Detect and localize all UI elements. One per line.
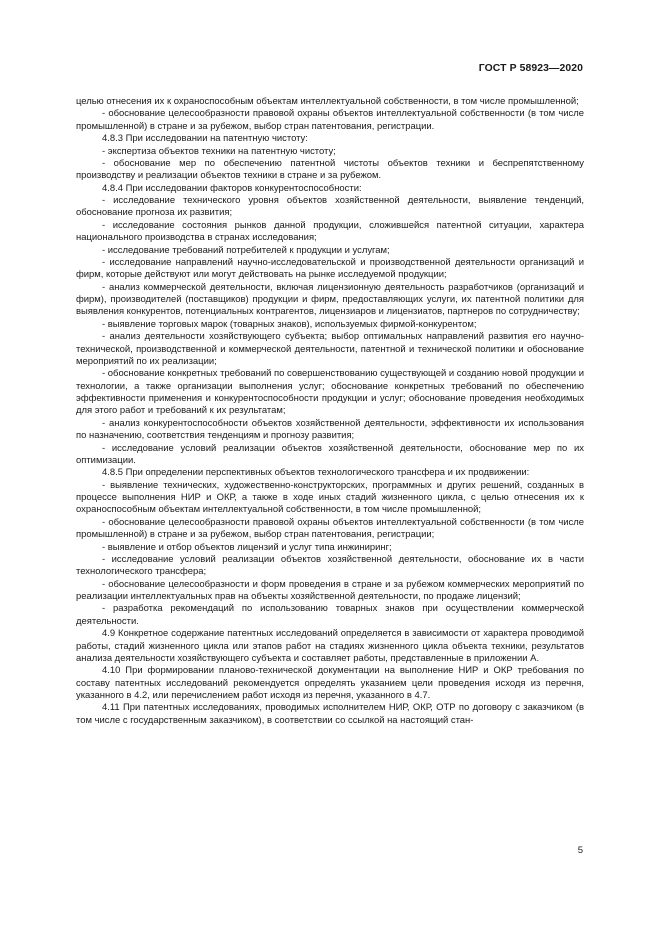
paragraph: целью отнесения их к охраноспособным объектам интеллектуальной собственности, в том числе промышленной; [76,96,579,107]
paragraph: - выявление технических, художественно-конструкторских, программных и других решений, созданных в процессе выполнения НИР и ОКР, а также в ходе иных стадий жизненного цикла, с целью отнесения их к охраноспособным объектам интеллектуальной собственности, в том числе промышленной; [76,479,584,516]
paragraph: - разработка рекомендаций по использованию товарных знаков при осуществлении коммерческой деятельности. [76,603,584,627]
paragraph: - исследование условий реализации объектов хозяйственной деятельности, обоснование мер по их оптимизации. [76,442,584,466]
body-text [76,96,584,727]
paragraph: 4.8.4 При исследовании факторов конкурентоспособности: [102,182,362,194]
page-number: 5 [577,845,583,856]
paragraph: - выявление и отбор объектов лицензий и услуг типа инжиниринг; [102,541,392,553]
paragraph: - анализ деятельности хозяйствующего субъекта; выбор оптимальных направлений развития его научно-технической, производственной и коммерческой деятельности, патентной и технической политики и обоснование мероприятий по их реализации; [76,331,584,367]
paragraph: - обоснование целесообразности правовой охраны объектов интеллектуальной собственности (в том числе промышленной) в стране и за рубежом, выбор стран патентования, регистрации; [76,516,584,541]
paragraph: 4.11 При патентных исследованиях, проводимых исполнителем НИР, ОКР, ОТР по договору с заказчиком (в том числе с государственным заказчиком), в соответствии со ссылкой на настоящий стан- [76,702,584,726]
paragraph: - обоснование целесообразности и форм проведения в стране и за рубежом коммерческих мероприятий по реализации интеллектуальных прав на объекты хозяйственной деятельности, по продаже лицензий; [76,578,584,602]
standard-designation: ГОСТ Р 58923—2020 [478,63,583,74]
paragraph: - исследование условий реализации объектов хозяйственной деятельности, обоснование их в части технологического трансфера; [76,553,584,578]
paragraph: - исследование требований потребителей к продукции и услугам; [102,244,390,256]
paragraph: - анализ конкурентоспособности объектов хозяйственной деятельности, эффективности их использования по назначению, соответствия тенденциям и прогнозу развития; [76,417,584,442]
paragraph: - выявление торговых марок (товарных знаков), используемых фирмой-конкурентом; [102,318,477,330]
paragraph: - исследование технического уровня объектов хозяйственной деятельности, выявление тенденций, обоснование прогноза их развития; [76,195,584,219]
paragraph: - обоснование целесообразности правовой охраны объектов интеллектуальной собственности (в том числе промышленной) в стране и за рубежом, выбор стран патентования, регистрации. [76,108,584,132]
paragraph: 4.8.5 При определении перспективных объектов технологического трансфера и их продвижении: [102,467,530,479]
paragraph: - анализ коммерческой деятельности, включая лицензионную деятельность разработчиков (организаций и фирм), производителей (поставщиков) продукции и фирм, предоставляющих услуги, их патентной политики для выявления конкурентов, потенциальных контрагентов, лицензиаров и лицензиатов, партнеров по сотрудничеству; [76,281,584,318]
paragraph: 4.9 Конкретное содержание патентных исследований определяется в зависимости от характера проводимой работы, стадий жизненного цикла или этапов работ на стадиях жизненного цикла объекта техники, результатов анализа деятельности хозяйствующего субъекта и составляет работы, представленные в приложении А. [76,628,584,664]
paragraph: - исследование направлений научно-исследовательской и производственной деятельности организаций и фирм, которые действуют или могут действовать на рынке исследуемой продукции; [76,256,584,281]
paragraph: - обоснование мер по обеспечению патентной чистоты объектов техники и беспрепятственному производству и реализации объектов техники в стране и за рубежом. [76,157,584,182]
paragraph: 4.8.3 При исследовании на патентную чистоту: [102,133,308,145]
paragraph: - обоснование конкретных требований по совершенствованию существующей и созданию новой продукции и технологии, а также организации выполнения услуг; обоснование конкретных требований по обеспечению эффективности применения и конкурентоспособности продукции и услуг; обоснование проведения необходимых для этого работ и требований к их результатам; [76,368,584,417]
paragraph: - экспертиза объектов техники на патентную чистоту; [102,145,336,157]
paragraph: 4.10 При формировании планово-технической документации на выполнение НИР и ОКР требования по составу патентных исследований рекомендуется определять указанием цели проведения исходя из перечня, указанного в 4.2, или перечислением работ исходя из перечня, указанного в 4.7. [76,665,584,701]
paragraph: - исследование состояния рынков данной продукции, сложившейся патентной ситуации, характера национального производства в странах исследования; [76,219,584,244]
